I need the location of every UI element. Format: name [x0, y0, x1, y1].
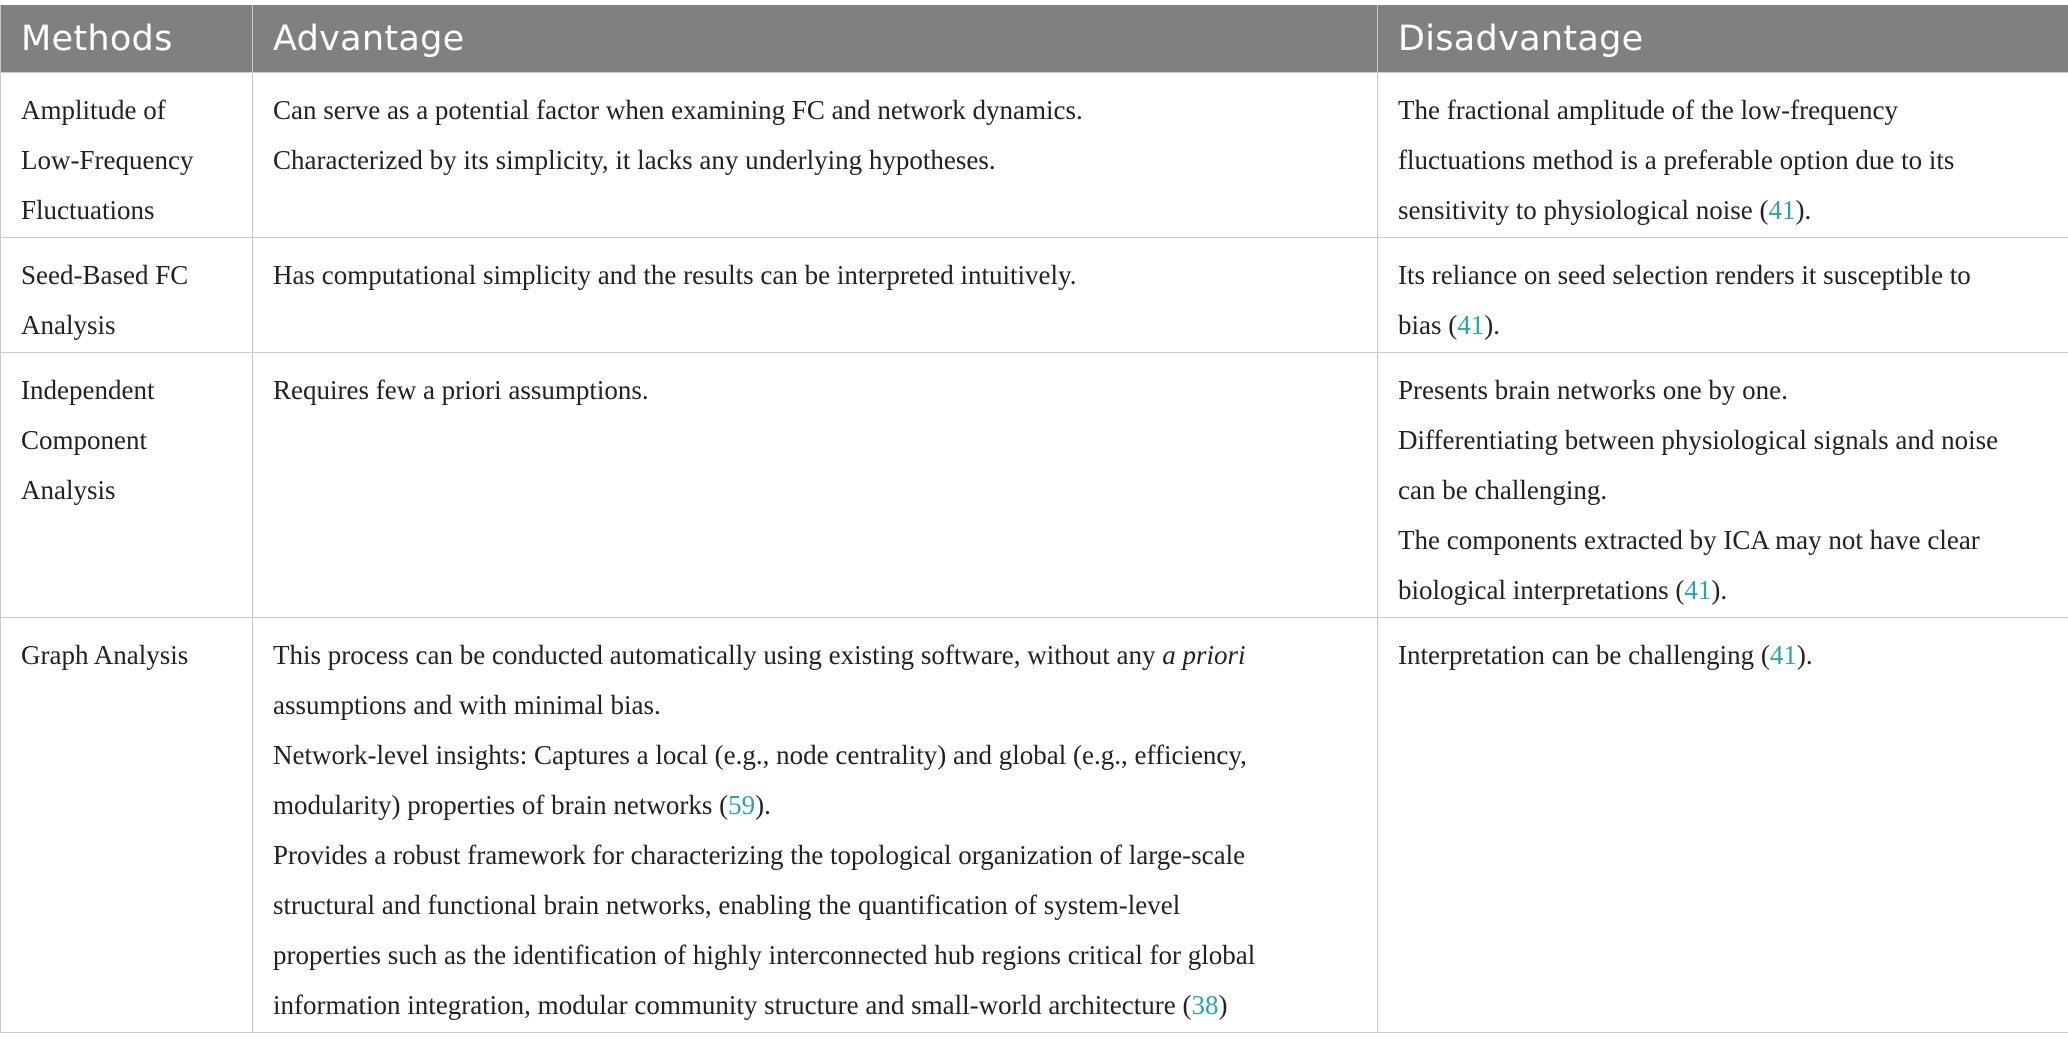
reference-link[interactable]: 59 — [728, 790, 756, 820]
disadvantage-cell — [1378, 353, 2068, 618]
advantage-text: Can serve as a potential factor when examining FC and network dynamics. — [273, 95, 1083, 125]
disadvantage-text-part: ). — [1796, 640, 1813, 670]
method-text: Amplitude of — [21, 95, 166, 125]
table-header — [1, 5, 2068, 73]
advantage-text-part: ). — [755, 790, 771, 820]
advantage-cell — [253, 353, 1378, 618]
method-text: Component — [21, 425, 147, 455]
reference-link[interactable]: 41 — [1769, 640, 1797, 670]
disadvantage-cell — [1378, 238, 2068, 353]
method-cell — [1, 73, 253, 238]
reference-link[interactable]: 41 — [1684, 575, 1712, 605]
disadvantage-text — [1398, 300, 2048, 350]
disadvantage-text: Differentiating between physiological signals and noise — [1398, 425, 1999, 455]
table-body — [1, 73, 2068, 1033]
disadvantage-text: fluctuations method is a preferable option due to its — [1398, 145, 1955, 175]
disadvantage-cell — [1378, 618, 2068, 1033]
disadvantage-text-part: bias ( — [1398, 310, 1458, 340]
disadvantage-text-part: Interpretation can be challenging ( — [1398, 640, 1770, 670]
advantage-text-part: information integration, modular community structure and small-world architecture ( — [273, 990, 1192, 1020]
advantage-text: Provides a robust framework for characterizing the topological organization of large-scale — [273, 840, 1246, 870]
method-text: Independent — [21, 375, 155, 405]
disadvantage-text-part: biological interpretations ( — [1398, 575, 1685, 605]
disadvantage-text — [1398, 185, 2048, 235]
method-cell — [1, 238, 253, 353]
methods-comparison-table — [0, 5, 2068, 1033]
disadvantage-cell — [1378, 73, 2068, 238]
advantage-text: Characterized by its simplicity, it lacks any underlying hypotheses. — [273, 145, 996, 175]
disadvantage-text: can be challenging. — [1398, 475, 1608, 505]
advantage-text — [273, 630, 1357, 680]
reference-link[interactable]: 38 — [1191, 990, 1219, 1020]
advantage-text-part: This process can be conducted automatically using existing software, without any — [273, 640, 1163, 670]
advantage-text: structural and functional brain networks, enabling the quantification of system-level — [273, 890, 1181, 920]
disadvantage-text — [1398, 565, 2048, 615]
advantage-text: assumptions and with minimal bias. — [273, 690, 661, 720]
advantage-cell — [253, 73, 1378, 238]
header-advantage: Advantage — [253, 5, 1378, 73]
method-text: Analysis — [21, 475, 116, 505]
disadvantage-text: The fractional amplitude of the low-frequency — [1398, 95, 1899, 125]
method-text: Low-Frequency — [21, 145, 194, 175]
reference-link[interactable]: 41 — [1457, 310, 1485, 340]
advantage-text — [273, 980, 1357, 1030]
method-text: Analysis — [21, 310, 116, 340]
advantage-italic-text: a priori — [1162, 640, 1246, 670]
advantage-text — [273, 780, 1357, 830]
table-row — [1, 73, 2068, 238]
methods-comparison-table-wrapper — [0, 5, 2068, 1033]
method-text: Seed-Based FC — [21, 260, 189, 290]
disadvantage-text-part: ). — [1484, 310, 1500, 340]
advantage-text-part: modularity) properties of brain networks ( — [273, 790, 729, 820]
advantage-text: properties such as the identification of highly interconnected hub regions critical for global — [273, 940, 1256, 970]
disadvantage-text-part: sensitivity to physiological noise ( — [1398, 195, 1769, 225]
disadvantage-text-part: ). — [1795, 195, 1812, 225]
header-row — [1, 5, 2068, 73]
advantage-text: Has computational simplicity and the results can be interpreted intuitively. — [273, 260, 1077, 290]
advantage-cell — [253, 238, 1378, 353]
disadvantage-text: Its reliance on seed selection renders it susceptible to — [1398, 260, 1971, 290]
disadvantage-text-part: ). — [1711, 575, 1728, 605]
disadvantage-text: Presents brain networks one by one. — [1398, 375, 1788, 405]
method-cell — [1, 353, 253, 618]
disadvantage-text — [1398, 630, 2048, 680]
method-text: Graph Analysis — [21, 640, 189, 670]
table-row — [1, 618, 2068, 1033]
advantage-cell — [253, 618, 1378, 1033]
header-methods: Methods — [1, 5, 253, 73]
table-row — [1, 353, 2068, 618]
table-row — [1, 238, 2068, 353]
advantage-text: Network-level insights: Captures a local (e.g., node centrality) and global (e.g., efficiency, — [273, 740, 1247, 770]
method-text: Fluctuations — [21, 195, 155, 225]
disadvantage-text: The components extracted by ICA may not have clear — [1398, 525, 1980, 555]
reference-link[interactable]: 41 — [1768, 195, 1796, 225]
advantage-text-part: ) — [1218, 990, 1228, 1020]
advantage-text: Requires few a priori assumptions. — [273, 375, 649, 405]
header-disadvantage: Disadvantage — [1378, 5, 2068, 73]
method-cell — [1, 618, 253, 1033]
